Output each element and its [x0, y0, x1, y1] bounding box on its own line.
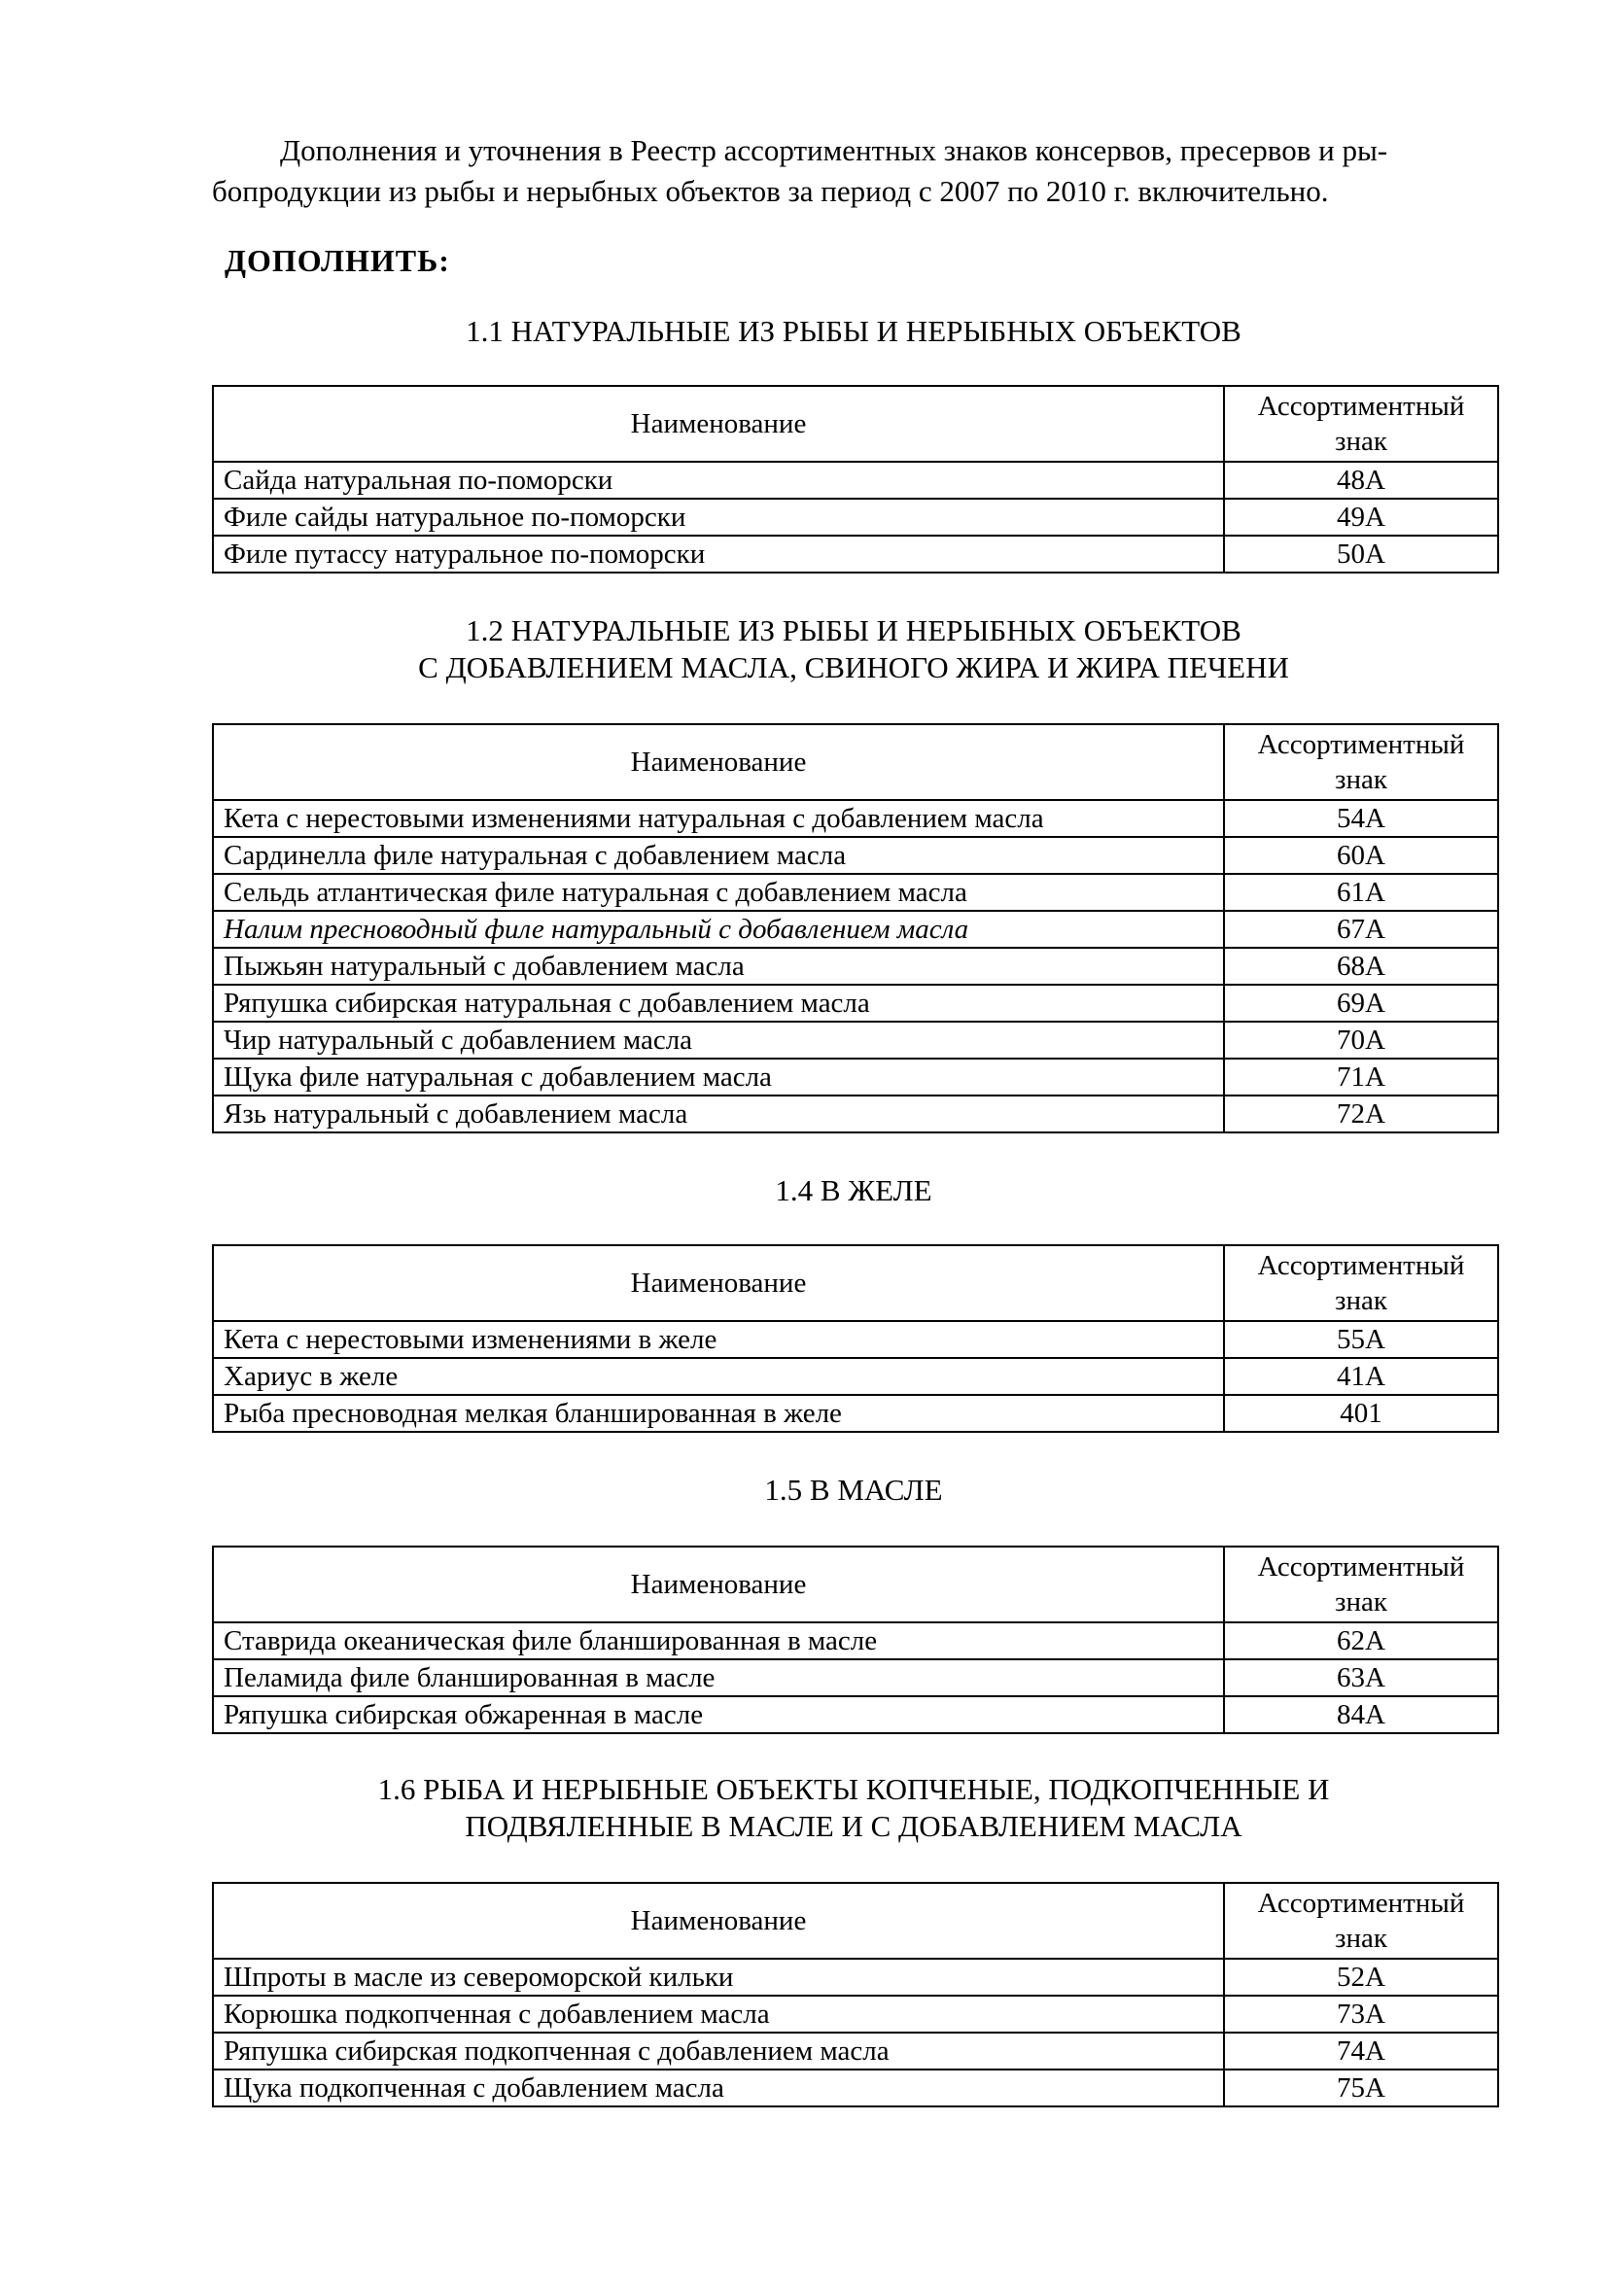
- row-name: Филе сайды натуральное по-поморски: [213, 499, 1224, 536]
- section-title-line: 1.4 В ЖЕЛЕ: [775, 1173, 932, 1207]
- row-code: 54А: [1224, 800, 1498, 837]
- table-row: [213, 1059, 1498, 1096]
- header-code-line: Ассортиментный: [1257, 1250, 1465, 1281]
- row-code: 73А: [1224, 1996, 1498, 2033]
- header-code: [1224, 386, 1498, 462]
- row-code: 401: [1224, 1395, 1498, 1432]
- row-code: 71А: [1224, 1059, 1498, 1096]
- table-row: [213, 1622, 1498, 1659]
- header-code-line: знак: [1335, 426, 1387, 457]
- row-name: Ряпушка сибирская подкопченная с добавлением масла: [213, 2033, 1224, 2070]
- table-header-row: [213, 1245, 1498, 1321]
- section-title-line: 1.2 НАТУРАЛЬНЫЕ ИЗ РЫБЫ И НЕРЫБНЫХ ОБЪЕКТОВ: [466, 613, 1241, 647]
- section-title-line: 1.6 РЫБА И НЕРЫБНЫЕ ОБЪЕКТЫ КОПЧЕНЫЕ, ПОДКОПЧЕННЫЕ И: [377, 1772, 1330, 1806]
- section-title: [212, 612, 1495, 686]
- register-table: [212, 385, 1499, 574]
- row-name: Филе путассу натуральное по-поморски: [213, 536, 1224, 573]
- table-row: [213, 499, 1498, 536]
- row-name: Шпроты в масле из североморской кильки: [213, 1959, 1224, 1996]
- row-code: 41А: [1224, 1358, 1498, 1395]
- intro-paragraph: [212, 130, 1476, 212]
- table-row: [213, 1996, 1498, 2033]
- header-code: [1224, 1883, 1498, 1959]
- section-title-line: ПОДВЯЛЕННЫЕ В МАСЛЕ И С ДОБАВЛЕНИЕМ МАСЛА: [465, 1809, 1242, 1843]
- table-row: [213, 874, 1498, 911]
- row-code: 72А: [1224, 1096, 1498, 1132]
- row-name: Кета с нерестовыми изменениями натуральная с добавлением масла: [213, 800, 1224, 837]
- row-code: 50А: [1224, 536, 1498, 573]
- section-title-line: 1.1 НАТУРАЛЬНЫЕ ИЗ РЫБЫ И НЕРЫБНЫХ ОБЪЕКТОВ: [466, 314, 1241, 348]
- row-name: Щука филе натуральная с добавлением масла: [213, 1059, 1224, 1096]
- row-name: Рыба пресноводная мелкая бланшированная в желе: [213, 1395, 1224, 1432]
- table-row: [213, 985, 1498, 1022]
- row-name: Сельдь атлантическая филе натуральная с добавлением масла: [213, 874, 1224, 911]
- header-code: [1224, 1245, 1498, 1321]
- table-row: [213, 1358, 1498, 1395]
- header-code-line: знак: [1335, 1586, 1387, 1618]
- header-code-line: знак: [1335, 764, 1387, 795]
- header-code-line: знак: [1335, 1923, 1387, 1954]
- section-title: [212, 313, 1495, 350]
- table-row: [213, 1022, 1498, 1059]
- header-code-line: Ассортиментный: [1257, 1551, 1465, 1583]
- header-name: Наименование: [213, 1245, 1224, 1321]
- row-name: Ряпушка сибирская обжаренная в масле: [213, 1696, 1224, 1733]
- header-code-line: Ассортиментный: [1257, 391, 1465, 422]
- table-row: [213, 800, 1498, 837]
- row-code: 48А: [1224, 462, 1498, 499]
- section-title-line: С ДОБАВЛЕНИЕМ МАСЛА, СВИНОГО ЖИРА И ЖИРА ПЕЧЕНИ: [418, 650, 1289, 684]
- table-row: [213, 1395, 1498, 1432]
- table-row: [213, 2033, 1498, 2070]
- register-table: [212, 723, 1499, 1133]
- supplement-heading: ДОПОЛНИТЬ:: [225, 243, 450, 278]
- row-name: Хариус в желе: [213, 1358, 1224, 1395]
- row-name: Ряпушка сибирская натуральная с добавлением масла: [213, 985, 1224, 1022]
- intro-line-1: Дополнения и уточнения в Реестр ассортиментных знаков консервов, пресервов и ры-: [280, 133, 1388, 167]
- table-row: [213, 1696, 1498, 1733]
- table-header-row: [213, 1547, 1498, 1622]
- table-row: [213, 2070, 1498, 2106]
- table-row: [213, 948, 1498, 985]
- row-name: Пеламида филе бланшированная в масле: [213, 1659, 1224, 1696]
- header-code: [1224, 724, 1498, 800]
- table-row: [213, 1659, 1498, 1696]
- table-header-row: [213, 1883, 1498, 1959]
- intro-line-2: бопродукции из рыбы и нерыбных объектов за период с 2007 по 2010 г. включительно.: [212, 174, 1329, 208]
- row-code: 84А: [1224, 1696, 1498, 1733]
- row-name: Пыжьян натуральный с добавлением масла: [213, 948, 1224, 985]
- header-code-line: Ассортиментный: [1257, 1888, 1465, 1919]
- table-row: [213, 837, 1498, 874]
- register-table: [212, 1882, 1499, 2107]
- row-code: 49А: [1224, 499, 1498, 536]
- table-row: [213, 911, 1498, 948]
- row-name: Чир натуральный с добавлением масла: [213, 1022, 1224, 1059]
- table-header-row: [213, 386, 1498, 462]
- header-code: [1224, 1547, 1498, 1622]
- header-code-line: знак: [1335, 1285, 1387, 1316]
- table-row: [213, 536, 1498, 573]
- register-table: [212, 1546, 1499, 1734]
- row-name: Ставрида океаническая филе бланшированная в масле: [213, 1622, 1224, 1659]
- row-name: Кета с нерестовыми изменениями в желе: [213, 1321, 1224, 1358]
- row-name: Налим пресноводный филе натуральный с добавлением масла: [213, 911, 1224, 948]
- row-code: 55А: [1224, 1321, 1498, 1358]
- row-code: 63А: [1224, 1659, 1498, 1696]
- section-title-line: 1.5 В МАСЛЕ: [764, 1473, 943, 1507]
- table-row: [213, 462, 1498, 499]
- table-row: [213, 1096, 1498, 1132]
- row-code: 68А: [1224, 948, 1498, 985]
- table-header-row: [213, 724, 1498, 800]
- row-code: 69А: [1224, 985, 1498, 1022]
- header-name: Наименование: [213, 1883, 1224, 1959]
- section-title: [212, 1771, 1495, 1845]
- row-code: 61А: [1224, 874, 1498, 911]
- section-title: [212, 1472, 1495, 1509]
- table-row: [213, 1959, 1498, 1996]
- row-name: Сардинелла филе натуральная с добавлением масла: [213, 837, 1224, 874]
- row-code: 52А: [1224, 1959, 1498, 1996]
- header-name: Наименование: [213, 1547, 1224, 1622]
- header-name: Наименование: [213, 724, 1224, 800]
- header-name: Наименование: [213, 386, 1224, 462]
- row-name: Щука подкопченная с добавлением масла: [213, 2070, 1224, 2106]
- row-code: 60А: [1224, 837, 1498, 874]
- row-code: 75А: [1224, 2070, 1498, 2106]
- section-title: [212, 1172, 1495, 1209]
- row-code: 74А: [1224, 2033, 1498, 2070]
- register-table: [212, 1244, 1499, 1433]
- table-row: [213, 1321, 1498, 1358]
- row-code: 67А: [1224, 911, 1498, 948]
- row-code: 70А: [1224, 1022, 1498, 1059]
- header-code-line: Ассортиментный: [1257, 729, 1465, 760]
- row-name: Корюшка подкопченная с добавлением масла: [213, 1996, 1224, 2033]
- row-name: Язь натуральный с добавлением масла: [213, 1096, 1224, 1132]
- row-name: Сайда натуральная по-поморски: [213, 462, 1224, 499]
- row-code: 62А: [1224, 1622, 1498, 1659]
